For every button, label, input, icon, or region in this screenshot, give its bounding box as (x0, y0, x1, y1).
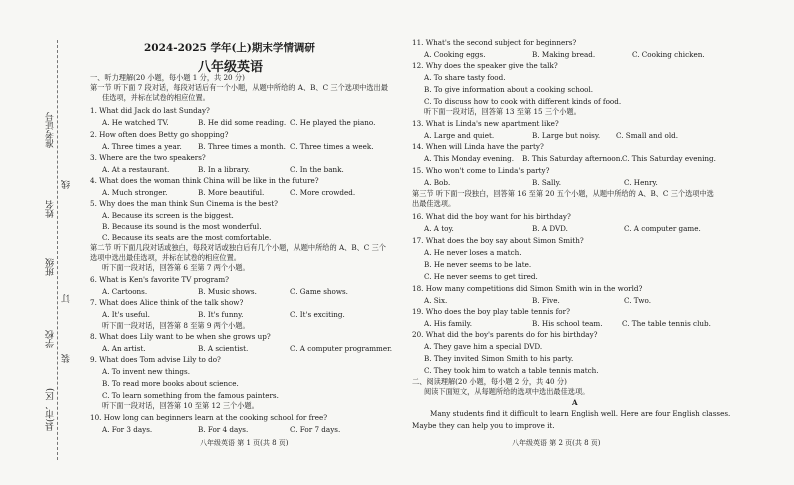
question-11: 11. What's the second subject for beginners? (412, 38, 577, 47)
q8-option-b[interactable]: B. A scientist. (198, 344, 249, 353)
q18-option-a[interactable]: A. Six. (424, 296, 448, 305)
q10-option-c[interactable]: C. For 7 days. (290, 425, 341, 434)
binding-dashed-line (57, 40, 58, 460)
question-10: 10. How long can beginners learn at the cooking school for free? (90, 413, 328, 422)
binding-separator-line: 线 (62, 180, 72, 189)
passage-line-2: Maybe they can help you to improve it. (412, 421, 555, 430)
q12-option-a[interactable]: A. To share tasty food. (424, 73, 506, 82)
q7-option-a[interactable]: A. It's useful. (102, 310, 150, 319)
passage-line-1: Many students find it difficult to learn English well. Here are four English classes. (430, 409, 731, 418)
q10-option-a[interactable]: A. For 3 days. (102, 425, 153, 434)
q2-option-c[interactable]: C. Three times a week. (290, 142, 374, 151)
question-18: 18. How many competitions did Simon Smith win in the world? (412, 284, 643, 293)
q18-option-b[interactable]: B. Five. (532, 296, 560, 305)
exam-title: 2024-2025 学年(上)期末学情调研 (144, 42, 315, 54)
q19-option-a[interactable]: A. His family. (424, 319, 473, 328)
q5-option-c[interactable]: C. Because its seats are the most comfortable. (102, 233, 272, 242)
question-7: 7. What does Alice think of the talk show? (90, 298, 244, 307)
q2-option-a[interactable]: A. Three times a year. (102, 142, 182, 151)
binding-margin (0, 0, 70, 485)
q12-option-c[interactable]: C. To discuss how to cook with different kinds of food. (424, 97, 622, 106)
page-1-footer: 八年级英语 第 1 页(共 8 页) (200, 439, 289, 447)
q5-option-a[interactable]: A. Because its screen is the biggest. (102, 211, 234, 220)
admission-number-label: 准考证号 (46, 112, 56, 148)
question-2: 2. How often does Betty go shopping? (90, 130, 229, 139)
q14-option-a[interactable]: A. This Monday evening. (424, 154, 515, 163)
q17-option-a[interactable]: A. He never loses a match. (424, 248, 522, 257)
q17-option-b[interactable]: B. He never seems to be late. (424, 260, 532, 269)
listening-note-10-12: 听下面一段对话，回答第 10 至第 12 三个小题。 (102, 401, 259, 410)
q4-option-c[interactable]: C. More crowded. (290, 188, 356, 197)
q13-option-a[interactable]: A. Large and quiet. (424, 131, 495, 140)
q4-option-a[interactable]: A. Much stronger. (102, 188, 168, 197)
q8-option-a[interactable]: A. An artist. (102, 344, 146, 353)
q1-option-c[interactable]: C. He played the piano. (290, 118, 376, 127)
question-3: 3. Where are the two speakers? (90, 153, 206, 162)
q5-option-b[interactable]: B. Because its sound is the most wonderful. (102, 222, 262, 231)
question-16: 16. What did the boy want for his birthday? (412, 212, 571, 221)
part-2-intro-line-1: 第二节 听下面几段对话或独白，每段对话或独白后有几个小题，从题中所给的 A、B、C 三个 (90, 243, 386, 252)
listening-note-8-9: 听下面一段对话，回答第 8 至第 9 两个小题。 (102, 321, 250, 330)
section-1-heading: 一、听力理解(20 小题，每小题 1 分，共 20 分) (90, 73, 245, 82)
school-label: 学校 (46, 330, 56, 348)
q19-option-c[interactable]: C. The table tennis club. (622, 319, 711, 328)
question-4: 4. What does the woman think China will be like in the future? (90, 176, 319, 185)
question-20: 20. What did the boy's parents do for his birthday? (412, 330, 598, 339)
listening-note-13-15: 听下面一段对话，回答第 13 至第 15 三个小题。 (424, 107, 581, 116)
q17-option-c[interactable]: C. He never seems to get tired. (424, 272, 538, 281)
subject-title: 八年级英语 (198, 60, 264, 75)
q3-option-a[interactable]: A. At a restaurant. (102, 165, 170, 174)
q16-option-c[interactable]: C. A computer game. (624, 224, 701, 233)
q8-option-c[interactable]: C. A computer programmer. (290, 344, 393, 353)
q14-option-c[interactable]: C. This Saturday evening. (622, 154, 716, 163)
q9-option-a[interactable]: A. To invent new things. (102, 367, 190, 376)
q7-option-c[interactable]: C. It's exciting. (290, 310, 345, 319)
q15-option-a[interactable]: A. Bob. (424, 178, 451, 187)
q12-option-b[interactable]: B. To give information about a cooking school. (424, 85, 594, 94)
q1-option-b[interactable]: B. He did some reading. (198, 118, 287, 127)
q2-option-b[interactable]: B. Three times a month. (198, 142, 286, 151)
county-label: 县(市、区) (46, 388, 56, 432)
q6-option-c[interactable]: C. Game shows. (290, 287, 348, 296)
q3-option-b[interactable]: B. In a library. (198, 165, 250, 174)
class-label: 班级 (46, 258, 56, 276)
part-1-intro-line-1: 第一节 听下面 7 段对话，每段对话后有一个小题，从题中所给的 A、B、C 三个选项中选出最 (90, 83, 388, 92)
q11-option-a[interactable]: A. Cooking eggs. (424, 50, 486, 59)
q13-option-b[interactable]: B. Large but noisy. (532, 131, 601, 140)
q20-option-b[interactable]: B. They invited Simon Smith to his party. (424, 354, 574, 363)
q11-option-b[interactable]: B. Making bread. (532, 50, 596, 59)
q11-option-c[interactable]: C. Cooking chicken. (632, 50, 705, 59)
q20-option-a[interactable]: A. They gave him a special DVD. (424, 342, 543, 351)
part-3-intro-line-2: 出最佳选项。 (412, 199, 456, 208)
q10-option-b[interactable]: B. For 4 days. (198, 425, 249, 434)
part-2-intro-line-2: 选项中选出最佳选项，并标在试卷的相应位置。 (90, 253, 241, 262)
q15-option-c[interactable]: C. Henry. (624, 178, 658, 187)
q16-option-b[interactable]: B. A DVD. (532, 224, 568, 233)
name-label: 姓名 (46, 200, 56, 218)
binding-separator-bind: 装 (62, 354, 72, 363)
q4-option-b[interactable]: B. More beautiful. (198, 188, 265, 197)
q9-option-b[interactable]: B. To read more books about science. (102, 379, 239, 388)
q1-option-a[interactable]: A. He watched TV. (102, 118, 169, 127)
question-12: 12. Why does the speaker give the talk? (412, 61, 558, 70)
section-2-heading: 二、阅读理解(20 小题，每小题 2 分，共 40 分) (412, 377, 567, 386)
question-5: 5. Why does the man think Sun Cinema is the best? (90, 199, 278, 208)
question-17: 17. What does the boy say about Simon Smith? (412, 236, 584, 245)
q9-option-c[interactable]: C. To learn something from the famous painters. (102, 391, 279, 400)
q6-option-a[interactable]: A. Cartoons. (102, 287, 148, 296)
q18-option-c[interactable]: C. Two. (624, 296, 651, 305)
question-6: 6. What is Ken's favorite TV program? (90, 275, 230, 284)
listening-note-6-7: 听下面一段对话，回答第 6 至第 7 两个小题。 (102, 263, 250, 272)
q13-option-c[interactable]: C. Small and old. (616, 131, 679, 140)
q14-option-b[interactable]: B. This Saturday afternoon. (522, 154, 623, 163)
q15-option-b[interactable]: B. Sally. (532, 178, 562, 187)
question-14: 14. When will Linda have the party? (412, 142, 544, 151)
q3-option-c[interactable]: C. In the bank. (290, 165, 344, 174)
q7-option-b[interactable]: B. It's funny. (198, 310, 244, 319)
question-1: 1. What did Jack do last Sunday? (90, 106, 210, 115)
question-15: 15. Who won't come to Linda's party? (412, 166, 550, 175)
q6-option-b[interactable]: B. Music shows. (198, 287, 257, 296)
q19-option-b[interactable]: B. His school team. (532, 319, 603, 328)
part-3-intro-line-1: 第三节 听下面一段独白，回答第 16 至第 20 五个小题，从题中所给的 A、B、C 三个选项中选 (412, 189, 714, 198)
q16-option-a[interactable]: A. A toy. (424, 224, 454, 233)
question-8: 8. What does Lily want to be when she grows up? (90, 332, 271, 341)
q20-option-c[interactable]: C. They took him to watch a table tennis match. (424, 366, 599, 375)
passage-a-label: A (572, 398, 578, 407)
question-9: 9. What does Tom advise Lily to do? (90, 355, 221, 364)
binding-separator-order: 订 (62, 294, 72, 303)
section-2-instructions: 阅读下面短文，从每题所给的选项中选出最佳选项。 (424, 387, 590, 396)
part-1-intro-line-2: 佳选项，并标在试卷的相应位置。 (102, 93, 210, 102)
question-13: 13. What is Linda's new apartment like? (412, 119, 559, 128)
page-2-footer: 八年级英语 第 2 页(共 8 页) (512, 439, 601, 447)
question-19: 19. Who does the boy play table tennis for? (412, 307, 570, 316)
